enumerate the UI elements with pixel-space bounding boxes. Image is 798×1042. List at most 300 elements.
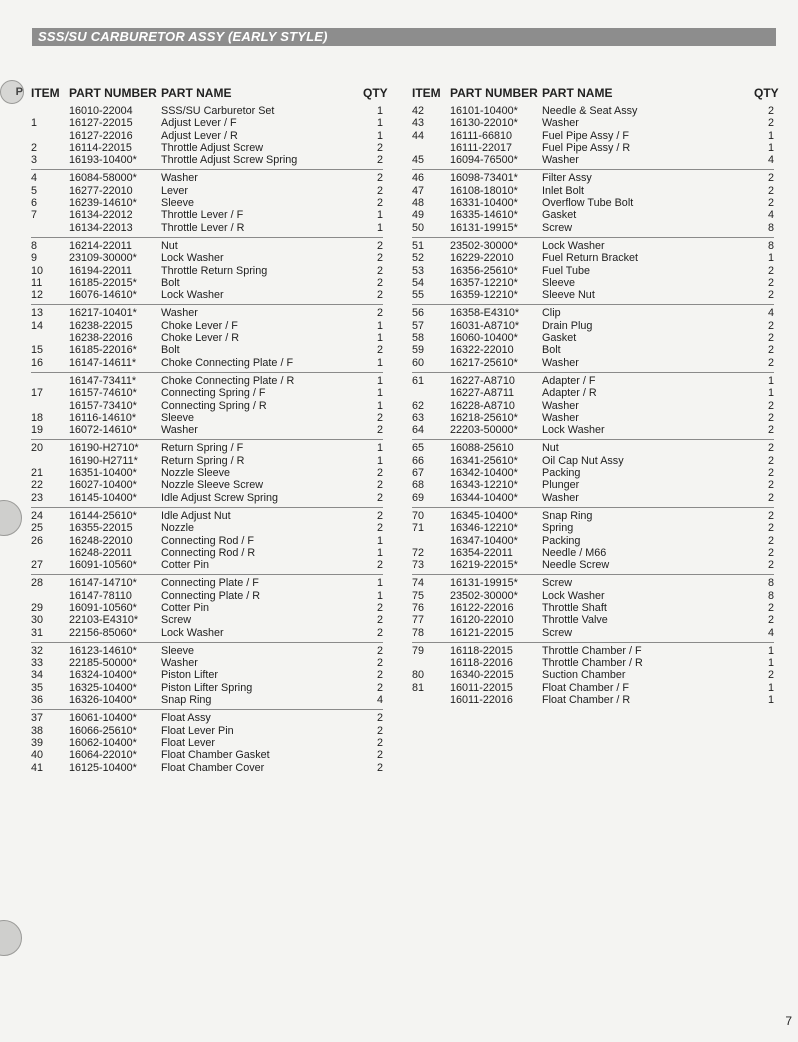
quantity: 2 — [767, 534, 774, 547]
part-name: Throttle Chamber / R — [542, 657, 643, 670]
table-row — [412, 682, 774, 694]
part-number: 16193-10400* — [69, 154, 137, 167]
header-part-name: PART NAME — [161, 86, 232, 100]
part-number: 16031-A8710* — [450, 319, 520, 332]
part-name: Washer — [542, 117, 579, 130]
corner-logo-text: P — [15, 86, 23, 98]
item-number: 56 — [412, 307, 425, 320]
table-row — [31, 172, 383, 184]
part-name: Inlet Bolt — [542, 184, 585, 197]
item-number: 25 — [31, 522, 44, 535]
table-header-left — [31, 86, 388, 103]
part-name: Adapter / F — [542, 374, 596, 387]
table-row — [412, 694, 774, 706]
part-group — [31, 507, 383, 574]
item-number: 18 — [31, 411, 44, 424]
part-number: 22156-85060* — [69, 626, 137, 639]
part-name: Washer — [161, 172, 198, 185]
part-name: Nozzle Sleeve Screw — [161, 479, 264, 492]
item-number: 74 — [412, 577, 425, 590]
part-number: 16355-22015 — [69, 522, 133, 535]
part-number: 16248-22011 — [69, 546, 132, 559]
table-row — [412, 522, 774, 534]
part-number: 16345-10400* — [450, 509, 518, 522]
item-number: 77 — [412, 614, 425, 627]
part-name: Screw — [542, 626, 572, 639]
table-row — [31, 332, 383, 344]
part-number: 16062-10400* — [69, 736, 137, 749]
part-number: 16011-22016 — [450, 694, 513, 707]
part-group — [31, 237, 383, 304]
quantity: 2 — [767, 117, 774, 130]
item-number: 78 — [412, 626, 425, 639]
item-number: 53 — [412, 264, 425, 277]
item-number: 63 — [412, 411, 425, 424]
part-number: 16010-22004 — [69, 105, 133, 117]
part-number: 16064-22010* — [69, 749, 137, 762]
part-number: 16101-10400* — [450, 105, 518, 117]
quantity: 2 — [376, 184, 383, 197]
quantity: 2 — [767, 356, 774, 369]
part-name: Filter Assy — [542, 172, 592, 185]
quantity: 8 — [767, 589, 774, 602]
quantity: 2 — [376, 736, 383, 749]
part-number: 16088-25610 — [450, 442, 514, 455]
quantity: 1 — [376, 387, 383, 400]
item-number: 17 — [31, 387, 44, 400]
item-number: 72 — [412, 546, 425, 559]
part-number: 16121-22015 — [450, 626, 514, 639]
part-group — [412, 642, 774, 709]
table-row — [31, 209, 383, 221]
part-name: Washer — [542, 491, 579, 504]
part-number: 16127-22015 — [69, 117, 133, 130]
part-name: Washer — [161, 657, 198, 670]
table-row — [31, 762, 383, 774]
table-row — [31, 424, 383, 436]
quantity: 2 — [376, 644, 383, 657]
part-group — [31, 169, 383, 236]
table-row — [31, 725, 383, 737]
part-name: Bolt — [161, 276, 180, 289]
table-row — [31, 117, 383, 129]
item-number: 66 — [412, 454, 425, 467]
part-name: Adjust Lever / R — [161, 129, 238, 142]
table-row — [412, 277, 774, 289]
quantity: 2 — [376, 681, 383, 694]
part-number: 16123-14610* — [69, 644, 137, 657]
part-number: 16147-73411* — [69, 374, 137, 387]
quantity: 1 — [767, 644, 774, 657]
part-number: 16157-74610* — [69, 387, 137, 400]
table-row — [412, 657, 774, 669]
item-number: 36 — [31, 694, 44, 707]
table-row — [412, 117, 774, 129]
table-row — [412, 240, 774, 252]
part-name: Choke Lever / R — [161, 332, 240, 345]
quantity: 2 — [376, 154, 383, 167]
item-number: 33 — [31, 657, 44, 670]
part-name: Washer — [161, 307, 198, 320]
quantity: 2 — [767, 332, 774, 345]
table-row — [31, 375, 383, 387]
table-row — [31, 442, 383, 454]
part-number: 16185-22015* — [69, 276, 137, 289]
part-name: Nozzle — [161, 522, 195, 535]
part-number: 16060-10400* — [450, 332, 518, 345]
table-row — [31, 749, 383, 761]
part-number: 16227-A8711 — [450, 387, 515, 400]
quantity: 2 — [767, 559, 774, 572]
part-name: Throttle Valve — [542, 614, 608, 627]
part-name: Cotter Pin — [161, 559, 210, 572]
quantity: 2 — [767, 172, 774, 185]
part-number: 16147-14710* — [69, 577, 137, 590]
table-row — [31, 265, 383, 277]
quantity: 8 — [767, 239, 774, 252]
quantity: 2 — [376, 669, 383, 682]
item-number: 14 — [31, 319, 44, 332]
item-number: 13 — [31, 307, 44, 320]
part-name: Oil Cap Nut Assy — [542, 454, 624, 467]
table-row — [31, 197, 383, 209]
quantity: 1 — [376, 374, 383, 387]
item-number: 29 — [31, 601, 44, 614]
quantity: 2 — [376, 626, 383, 639]
table-row — [31, 357, 383, 369]
part-name: Cotter Pin — [161, 601, 210, 614]
part-number: 16111-66810 — [450, 129, 513, 142]
table-row — [412, 185, 774, 197]
quantity: 1 — [376, 117, 383, 130]
table-row — [412, 209, 774, 221]
table-row — [31, 240, 383, 252]
quantity: 2 — [767, 614, 774, 627]
quantity: 2 — [767, 467, 774, 480]
table-row — [412, 442, 774, 454]
item-number: 6 — [31, 197, 38, 210]
header-part-number: PART NUMBER — [69, 86, 157, 100]
part-number: 16066-25610* — [69, 724, 137, 737]
part-name: Throttle Return Spring — [161, 264, 268, 277]
quantity: 1 — [767, 657, 774, 670]
part-group — [412, 237, 774, 304]
part-name: Screw — [161, 614, 191, 627]
item-number: 43 — [412, 117, 425, 130]
part-name: Connecting Plate / F — [161, 577, 259, 590]
part-number: 16134-22013 — [69, 221, 133, 234]
quantity: 1 — [376, 577, 383, 590]
part-name: Throttle Lever / R — [161, 221, 245, 234]
part-name: Choke Connecting Plate / R — [161, 374, 295, 387]
part-number: 16342-10400* — [450, 467, 518, 480]
item-number: 65 — [412, 442, 425, 455]
table-row — [31, 535, 383, 547]
part-number: 23502-30000* — [450, 239, 518, 252]
quantity: 2 — [767, 491, 774, 504]
item-number: 39 — [31, 736, 44, 749]
item-number: 75 — [412, 589, 425, 602]
part-number: 22185-50000* — [69, 657, 137, 670]
item-number: 42 — [412, 105, 425, 117]
part-name: Nut — [542, 442, 559, 455]
part-number: 23109-30000* — [69, 252, 137, 265]
part-name: Washer — [542, 399, 579, 412]
quantity: 2 — [767, 479, 774, 492]
quantity: 2 — [376, 141, 383, 154]
part-number: 16347-10400* — [450, 534, 518, 547]
header-item: ITEM — [412, 86, 441, 100]
part-number: 16190-H2710* — [69, 442, 139, 455]
part-number: 16326-10400* — [69, 694, 137, 707]
table-row — [412, 154, 774, 166]
table-row — [412, 559, 774, 571]
page-title: SSS/SU CARBURETOR ASSY (EARLY STYLE) — [38, 29, 328, 44]
part-number: 16084-58000* — [69, 172, 137, 185]
quantity: 2 — [767, 442, 774, 455]
item-number: 47 — [412, 184, 425, 197]
table-row — [31, 412, 383, 424]
part-number: 16346-12210* — [450, 522, 518, 535]
item-number: 67 — [412, 467, 425, 480]
header-qty: QTY — [754, 86, 779, 100]
part-number: 16118-22016 — [450, 657, 513, 670]
table-row — [31, 737, 383, 749]
part-group — [31, 439, 383, 506]
part-name: Throttle Chamber / F — [542, 644, 642, 657]
table-header-right — [412, 86, 779, 103]
quantity: 2 — [767, 105, 774, 117]
part-name: Packing — [542, 534, 581, 547]
part-name: Sleeve — [161, 197, 195, 210]
part-number: 16331-10400* — [450, 197, 518, 210]
quantity: 2 — [376, 264, 383, 277]
part-group — [31, 642, 383, 709]
part-number: 16238-22015 — [69, 319, 133, 332]
table-row — [412, 602, 774, 614]
part-name: Fuel Tube — [542, 264, 591, 277]
part-group — [31, 304, 383, 371]
table-row — [412, 197, 774, 209]
table-row — [412, 130, 774, 142]
quantity: 2 — [376, 307, 383, 320]
part-group — [412, 304, 774, 371]
parts-table-left — [31, 86, 388, 777]
part-number: 16091-10560* — [69, 601, 137, 614]
part-name: Sleeve — [161, 644, 195, 657]
item-number: 8 — [31, 239, 38, 252]
table-row — [31, 645, 383, 657]
part-number: 16343-12210* — [450, 479, 518, 492]
part-name: Choke Connecting Plate / F — [161, 356, 294, 369]
part-number: 16108-18010* — [450, 184, 518, 197]
item-number: 35 — [31, 681, 44, 694]
quantity: 2 — [767, 319, 774, 332]
binder-hole-bottom — [0, 920, 22, 956]
table-row — [31, 522, 383, 534]
item-number: 57 — [412, 319, 425, 332]
quantity: 2 — [767, 601, 774, 614]
item-number: 44 — [412, 129, 425, 142]
table-row — [31, 577, 383, 589]
quantity: 2 — [376, 252, 383, 265]
quantity: 1 — [376, 534, 383, 547]
item-number: 31 — [31, 626, 44, 639]
table-row — [31, 492, 383, 504]
part-number: 16130-22010* — [450, 117, 518, 130]
item-number: 10 — [31, 264, 44, 277]
item-number: 50 — [412, 221, 425, 234]
part-name: Float Assy — [161, 712, 211, 725]
part-number: 16227-A8710 — [450, 374, 515, 387]
part-name: Return Spring / R — [161, 454, 245, 467]
item-number: 62 — [412, 399, 425, 412]
quantity: 2 — [376, 344, 383, 357]
part-name: Spring — [542, 522, 574, 535]
part-name: Washer — [161, 424, 198, 437]
header-item: ITEM — [31, 86, 60, 100]
part-name: Connecting Rod / F — [161, 534, 255, 547]
part-group — [412, 439, 774, 506]
quantity: 1 — [376, 129, 383, 142]
part-number: 16325-10400* — [69, 681, 137, 694]
quantity: 1 — [376, 105, 383, 117]
item-number: 24 — [31, 509, 44, 522]
item-number: 21 — [31, 467, 44, 480]
corner-logo — [0, 80, 24, 104]
part-name: Lock Washer — [161, 252, 224, 265]
quantity: 1 — [376, 546, 383, 559]
part-name: Gasket — [542, 209, 577, 222]
quantity: 2 — [767, 197, 774, 210]
item-number: 7 — [31, 209, 38, 222]
table-row — [31, 387, 383, 399]
table-row — [31, 694, 383, 706]
part-number: 16322-22010 — [450, 344, 514, 357]
table-row — [31, 559, 383, 571]
quantity: 1 — [376, 332, 383, 345]
item-number: 20 — [31, 442, 44, 455]
part-number: 16340-22015 — [450, 669, 514, 682]
part-name: Washer — [542, 154, 579, 167]
table-row — [412, 627, 774, 639]
quantity: 2 — [376, 239, 383, 252]
quantity: 4 — [376, 694, 383, 707]
part-number: 16157-73410* — [69, 399, 137, 412]
quantity: 2 — [767, 276, 774, 289]
part-name: Suction Chamber — [542, 669, 626, 682]
item-number: 73 — [412, 559, 425, 572]
quantity: 8 — [767, 221, 774, 234]
part-name: Lock Washer — [542, 239, 605, 252]
part-name: Float Chamber / F — [542, 681, 630, 694]
part-number: 16194-22011 — [69, 264, 132, 277]
table-row — [412, 332, 774, 344]
part-number: 16335-14610* — [450, 209, 518, 222]
table-row — [412, 222, 774, 234]
part-group — [31, 574, 383, 641]
part-group — [412, 574, 774, 641]
table-row — [412, 252, 774, 264]
item-number: 61 — [412, 374, 425, 387]
quantity: 2 — [767, 669, 774, 682]
item-number: 55 — [412, 289, 425, 302]
quantity: 1 — [376, 221, 383, 234]
item-number: 30 — [31, 614, 44, 627]
part-number: 16111-22017 — [450, 141, 513, 154]
item-number: 11 — [31, 276, 43, 289]
table-row — [412, 289, 774, 301]
part-name: Snap Ring — [161, 694, 212, 707]
part-number: 16061-10400* — [69, 712, 137, 725]
parts-table-right — [412, 86, 779, 709]
quantity: 2 — [376, 289, 383, 302]
table-row — [31, 222, 383, 234]
item-number: 23 — [31, 491, 44, 504]
table-row — [31, 614, 383, 626]
item-number: 4 — [31, 172, 38, 185]
part-number: 16118-22015 — [450, 644, 513, 657]
table-row — [412, 307, 774, 319]
part-name: Washer — [542, 356, 579, 369]
table-row — [31, 252, 383, 264]
quantity: 1 — [376, 356, 383, 369]
part-name: Connecting Spring / F — [161, 387, 266, 400]
quantity: 2 — [767, 184, 774, 197]
quantity: 4 — [767, 307, 774, 320]
part-name: Sleeve — [161, 411, 195, 424]
item-number: 19 — [31, 424, 44, 437]
table-row — [412, 614, 774, 626]
part-name: Float Lever — [161, 736, 216, 749]
part-group — [412, 507, 774, 574]
part-name: Fuel Pipe Assy / R — [542, 141, 631, 154]
part-number: 16358-E4310* — [450, 307, 520, 320]
part-number: 16072-14610* — [69, 424, 137, 437]
quantity: 2 — [767, 344, 774, 357]
item-number: 9 — [31, 252, 38, 265]
part-number: 16131-19915* — [450, 221, 518, 234]
quantity: 2 — [376, 559, 383, 572]
quantity: 2 — [376, 424, 383, 437]
quantity: 1 — [376, 589, 383, 602]
quantity: 2 — [376, 601, 383, 614]
item-number: 71 — [412, 522, 425, 535]
part-number: 16239-14610* — [69, 197, 137, 210]
part-name: Idle Adjust Screw Spring — [161, 491, 279, 504]
part-name: SSS/SU Carburetor Set — [161, 105, 275, 117]
part-name: Bolt — [542, 344, 561, 357]
table-row — [412, 510, 774, 522]
item-number: 40 — [31, 749, 44, 762]
part-number: 16114-22015 — [69, 141, 132, 154]
quantity: 4 — [767, 209, 774, 222]
part-name: Return Spring / F — [161, 442, 244, 455]
part-number: 16076-14610* — [69, 289, 137, 302]
part-name: Fuel Return Bracket — [542, 252, 639, 265]
part-name: Throttle Adjust Screw Spring — [161, 154, 298, 167]
part-group — [31, 372, 383, 439]
part-number: 16185-22016* — [69, 344, 137, 357]
table-row — [31, 467, 383, 479]
quantity: 2 — [376, 761, 383, 774]
table-row — [412, 172, 774, 184]
table-row — [31, 307, 383, 319]
table-row — [31, 602, 383, 614]
item-number: 64 — [412, 424, 425, 437]
quantity: 2 — [767, 411, 774, 424]
part-group — [31, 103, 383, 169]
